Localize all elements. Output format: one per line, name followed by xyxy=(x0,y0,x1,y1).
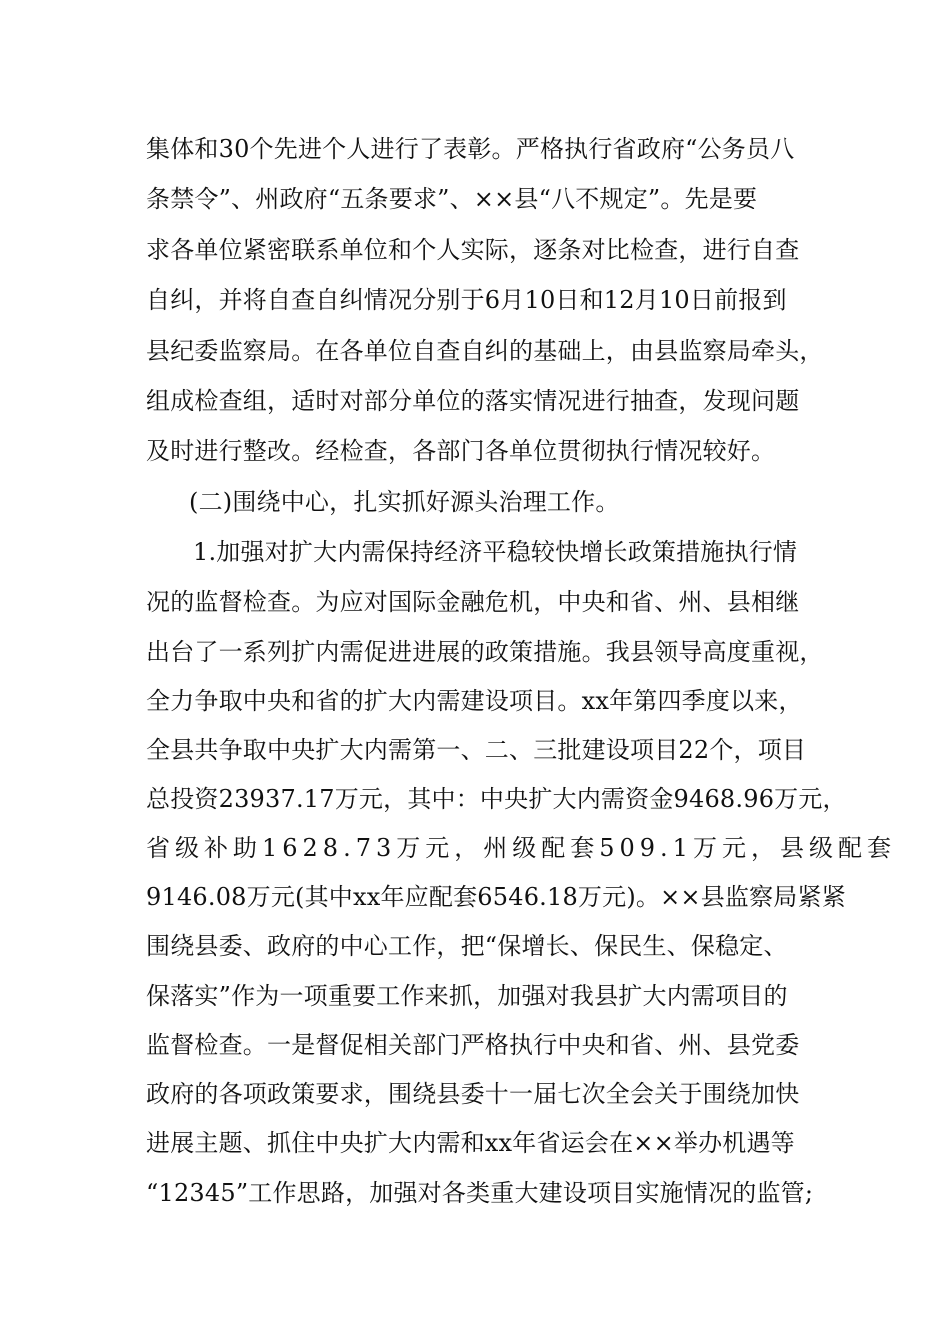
body-text-line: 自纠，并将自查自纠情况分别于6月10日和12月10日前报到 xyxy=(146,286,787,314)
section-heading: (二)围绕中心，扎实抓好源头治理工作。 xyxy=(189,488,620,516)
body-text-line: 9146.08万元(其中xx年应配套6546.18万元)。××县监察局紧紧 xyxy=(146,883,846,911)
body-text-line: 出台了一系列扩内需促进进展的政策措施。我县领导高度重视， xyxy=(146,638,824,666)
body-text-line: 县纪委监察局。在各单位自查自纠的基础上，由县监察局牵头， xyxy=(146,337,824,365)
body-text-line: “12345”工作思路，加强对各类重大建设项目实施情况的监管; xyxy=(146,1179,814,1207)
body-text-line: 全县共争取中央扩大内需第一、二、三批建设项目22个，项目 xyxy=(146,736,807,764)
body-text-line: 1.加强对扩大内需保持经济平稳较快增长政策措施执行情 xyxy=(193,538,798,566)
body-text-line: 总投资23937.17万元，其中：中央扩大内需资金9468.96万元， xyxy=(146,785,847,813)
body-text-line: 围绕县委、政府的中心工作，把“保增长、保民生、保稳定、 xyxy=(146,932,788,960)
body-text-line: 监督检查。一是督促相关部门严格执行中央和省、州、县党委 xyxy=(146,1031,800,1059)
body-text-line: 况的监督检查。为应对国际金融危机，中央和省、州、县相继 xyxy=(146,588,800,616)
body-text-line: 组成检查组，适时对部分单位的落实情况进行抽查，发现问题 xyxy=(146,387,800,415)
body-text-line: 及时进行整改。经检查，各部门各单位贯彻执行情况较好。 xyxy=(146,437,776,465)
body-text-line: 条禁令”、州政府“五条要求”、××县“八不规定”。先是要 xyxy=(146,185,758,213)
body-text-line: 保落实”作为一项重要工作来抓，加强对我县扩大内需项目的 xyxy=(146,982,788,1010)
body-text-line: 进展主题、抓住中央扩大内需和xx年省运会在××举办机遇等 xyxy=(146,1129,795,1157)
body-text-line: 全力争取中央和省的扩大内需建设项目。xx年第四季度以来， xyxy=(146,687,803,715)
body-text-line: 求各单位紧密联系单位和个人实际，逐条对比检查，进行自查 xyxy=(146,236,800,264)
body-text-line: 政府的各项政策要求，围绕县委十一届七次全会关于围绕加快 xyxy=(146,1080,800,1108)
body-text-line: 集体和30个先进个人进行了表彰。严格执行省政府“公务员八 xyxy=(146,135,795,163)
body-text-line: 省级补助1628.73万元，州级配套509.1万元，县级配套 xyxy=(146,834,896,862)
